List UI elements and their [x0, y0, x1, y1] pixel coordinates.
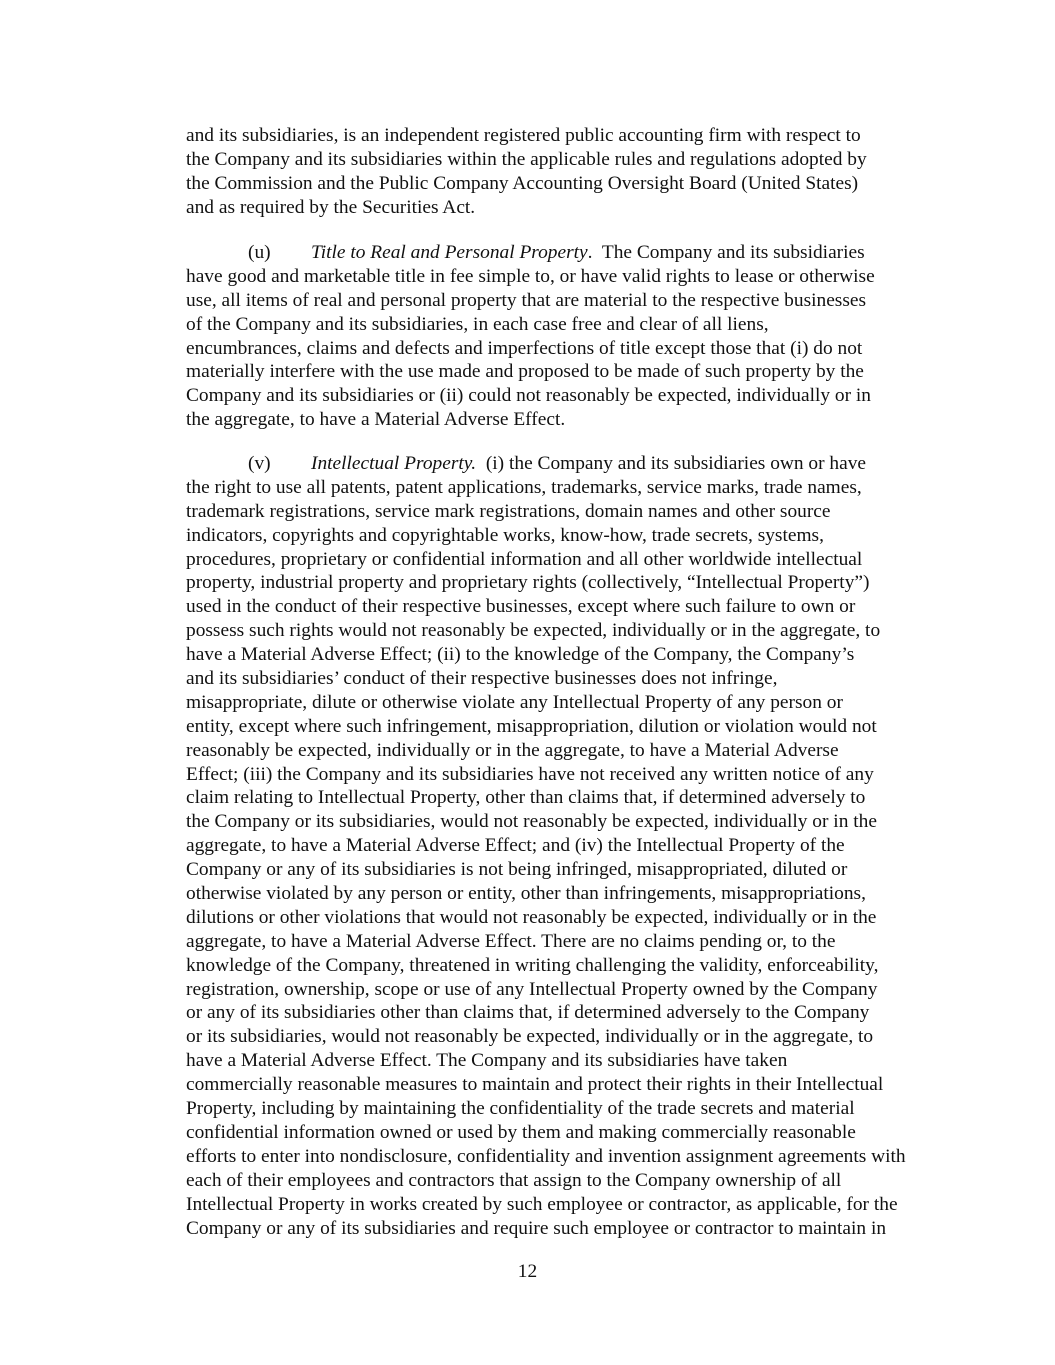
text-line: dilutions or other violations that would not reasonably be expected, individually or in the: [186, 906, 877, 928]
text-line: the Company and its subsidiaries within the applicable rules and regulations adopted by: [186, 148, 867, 170]
text-line: used in the conduct of their respective businesses, except where such failure to own or: [186, 596, 856, 618]
text-line: and as required by the Securities Act.: [186, 196, 476, 218]
text-line: the Commission and the Public Company Accounting Oversight Board (United States): [186, 172, 859, 194]
section-first-line: [186, 452, 946, 476]
text-line: or its subsidiaries, would not reasonably be expected, individually or in the aggregate, to: [186, 1026, 874, 1048]
text-line: indicators, copyrights and copyrightable works, know-how, trade secrets, systems,: [186, 524, 824, 546]
section-v-intellectual-property: [186, 452, 946, 1240]
text-line: of the Company and its subsidiaries, in each case free and clear of all liens,: [186, 313, 769, 335]
text-line: encumbrances, claims and defects and imperfections of title except those that (i) do not: [186, 337, 863, 359]
text-line: each of their employees and contractors that assign to the Company ownership of all: [186, 1169, 842, 1191]
text-line: have a Material Adverse Effect; (ii) to the knowledge of the Company, the Company’s: [186, 644, 855, 666]
section-first-line-text: (i) the Company and its subsidiaries own or have: [476, 453, 867, 474]
text-line: use, all items of real and personal property that are material to the respective businesses: [186, 289, 867, 311]
text-line: or any of its subsidiaries other than claims that, if determined adversely to the Company: [186, 1002, 870, 1024]
text-line: commercially reasonable measures to maintain and protect their rights in their Intellectual: [186, 1074, 884, 1096]
text-line: property, industrial property and proprietary rights (collectively, “Intellectual Property”): [186, 572, 870, 594]
section-label: (v): [248, 453, 271, 474]
text-line: procedures, proprietary or confidential information and all other worldwide intellectual: [186, 548, 863, 570]
text-line: efforts to enter into nondisclosure, confidentiality and invention assignment agreements with: [186, 1145, 906, 1167]
text-line: entity, except where such infringement, misappropriation, dilution or violation would not: [186, 715, 877, 737]
text-line: otherwise violated by any person or entity, other than infringements, misappropriations,: [186, 883, 866, 905]
text-line: materially interfere with the use made and proposed to be made of such property by the: [186, 361, 864, 383]
section-first-line: [186, 241, 946, 265]
text-line: the right to use all patents, patent applications, trademarks, service marks, trade names,: [186, 476, 862, 498]
section-label: (u): [248, 242, 271, 263]
section-heading: Title to Real and Personal Property: [311, 242, 588, 263]
text-line: Company and its subsidiaries or (ii) could not reasonably be expected, individually or in: [186, 385, 871, 407]
section-u-title-to-property: [186, 241, 946, 432]
text-line: the aggregate, to have a Material Adverse Effect.: [186, 409, 566, 431]
text-line: confidential information owned or used by them and making commercially reasonable: [186, 1121, 856, 1143]
paragraph-continuation: [186, 124, 946, 220]
heading-punct: .: [587, 242, 593, 263]
page-number: 12: [517, 1261, 538, 1282]
section-first-line-text: The Company and its subsidiaries: [592, 242, 865, 263]
text-line: possess such rights would not reasonably be expected, individually or in the aggregate, to: [186, 620, 881, 642]
text-line: have a Material Adverse Effect. The Company and its subsidiaries have taken: [186, 1050, 788, 1072]
text-line: Intellectual Property in works created by such employee or contractor, as applicable, for the: [186, 1193, 898, 1215]
section-heading: Intellectual Property.: [311, 453, 477, 474]
text-line: have good and marketable title in fee simple to, or have valid rights to lease or otherwise: [186, 265, 875, 287]
text-line: claim relating to Intellectual Property, other than claims that, if determined adversely to: [186, 787, 866, 809]
text-line: and its subsidiaries, is an independent registered public accounting firm with respect to: [186, 125, 861, 146]
text-line: trademark registrations, service mark registrations, domain names and other source: [186, 500, 831, 522]
text-line: Company or any of its subsidiaries and require such employee or contractor to maintain in: [186, 1217, 887, 1239]
text-line: Effect; (iii) the Company and its subsidiaries have not received any written notice of any: [186, 763, 874, 785]
text-line: aggregate, to have a Material Adverse Effect; and (iv) the Intellectual Property of the: [186, 835, 845, 857]
text-line: knowledge of the Company, threatened in writing challenging the validity, enforceability,: [186, 954, 879, 976]
text-line: misappropriate, dilute or otherwise violate any Intellectual Property of any person or: [186, 691, 843, 713]
text-line: reasonably be expected, individually or in the aggregate, to have a Material Adverse: [186, 739, 839, 761]
text-line: aggregate, to have a Material Adverse Effect. There are no claims pending or, to the: [186, 930, 836, 952]
text-line: Company or any of its subsidiaries is not being infringed, misappropriated, diluted or: [186, 859, 848, 881]
text-line: Property, including by maintaining the confidentiality of the trade secrets and material: [186, 1098, 855, 1120]
text-line: registration, ownership, scope or use of any Intellectual Property owned by the Company: [186, 978, 878, 1000]
text-line: and its subsidiaries’ conduct of their respective businesses does not infringe,: [186, 668, 778, 690]
text-line: the Company or its subsidiaries, would not reasonably be expected, individually or in the: [186, 811, 877, 833]
